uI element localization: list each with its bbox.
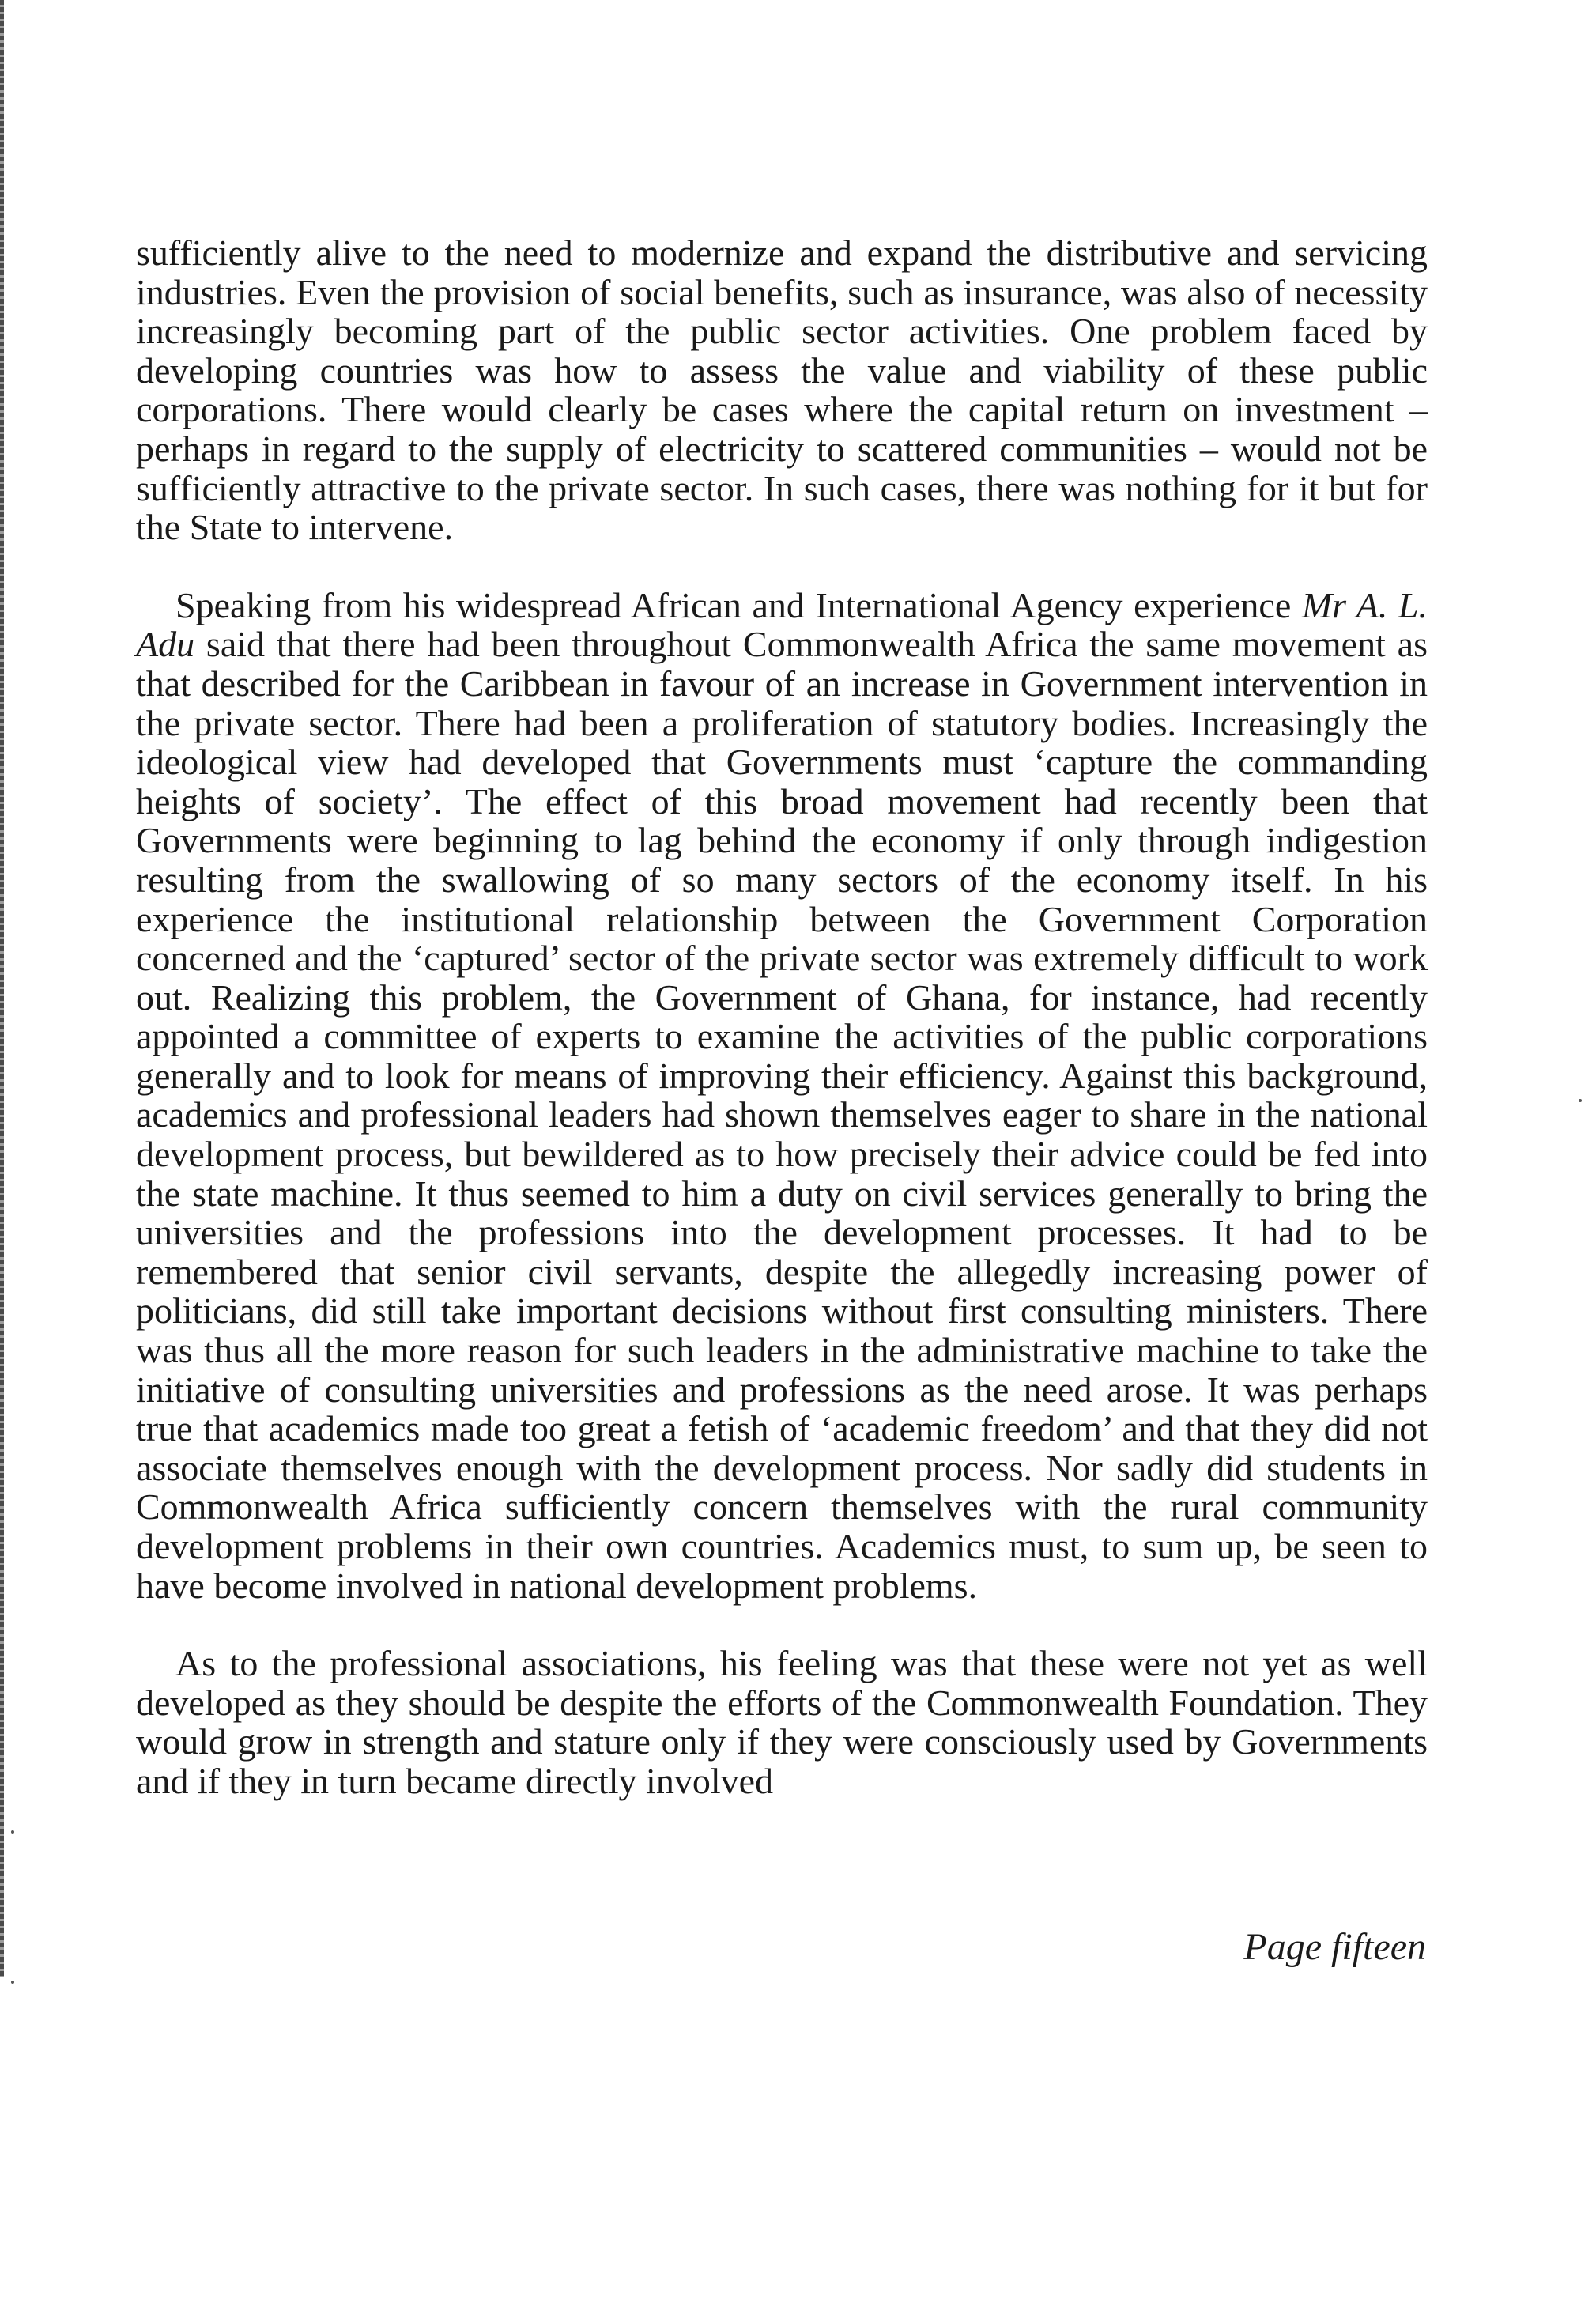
paragraph-1: sufficiently alive to the need to modernize and expand the distributive and servicing industries. Even the provision of social benefits, such as insurance, was also of necessity increasingly becoming part of the public sector activities. One problem faced by developing countries was how to assess the value and viability of these public corporations. There would clearly be cases where the capital return on investment – perhaps in regard to the supply of electricity to scattered communities – would not be sufficiently attractive to the private sector. In such cases, there was nothing for it but for the State to intervene.	[136, 232, 1428, 548]
scan-speck	[1579, 1099, 1582, 1102]
speaker-name: Mr A. L. Adu	[136, 584, 1428, 665]
paragraph-2	[136, 586, 1428, 1605]
body-text	[136, 233, 1428, 1840]
paragraph-2-lead: Speaking from his widespread African and International Agency experience	[175, 584, 1302, 625]
paragraph-2-body: said that there had been throughout Commonwealth Africa the same movement as that described for the Caribbean in favour of an increase in Government intervention in the private sector. There had been a proliferation of statutory bodies. Increasingly the ideological view had developed that Governments must ‘capture the commanding heights of society’. The effect of this broad movement had recently been that Governments were beginning to lag behind the economy if only through indigestion resulting from the swallowing of so many sectors of the economy itself. In his experience the institutional relationship between the Government Corporation concerned and the ‘captured’ sector of the private sector was extremely difficult to work out. Realizing this problem, the Government of Ghana, for instance, had recently appointed a committee of experts to examine the activities of the public corporations generally and to look for means of improving their efficiency. Against this background, academics and professional leaders had shown themselves eager to share in the national development process, but bewildered as to how precisely their advice could be fed into the state machine. It thus seemed to him a duty on civil services generally to bring the universities and the professions into the development processes. It had to be remembered that senior civil servants, despite the allegedly increasing power of politicians, did still take important decisions without first consulting ministers. There was thus all the more reason for such leaders in the administrative machine to take the initiative of consulting universities and professions as the need arose. It was perhaps true that academics made too great a fetish of ‘academic freedom’ and that they did not associate themselves enough with the development process. Nor sadly did students in Commonwealth Africa sufficiently concern themselves with the rural community development problems in their own countries. Academics must, to sum up, be seen to have become involved in national development problems.	[136, 624, 1428, 1606]
paragraph-3: As to the professional associations, his feeling was that these were not yet as well developed as they should be despite the efforts of the Commonwealth Foundation. They would grow in strength and stature only if they were consciously used by Governments and if they in turn became directly involved	[136, 1643, 1428, 1801]
page-number: Page fifteen	[1243, 1926, 1426, 1968]
scan-speck	[11, 1981, 14, 1984]
scan-speck	[11, 1830, 14, 1834]
binding-edge	[0, 0, 4, 1977]
